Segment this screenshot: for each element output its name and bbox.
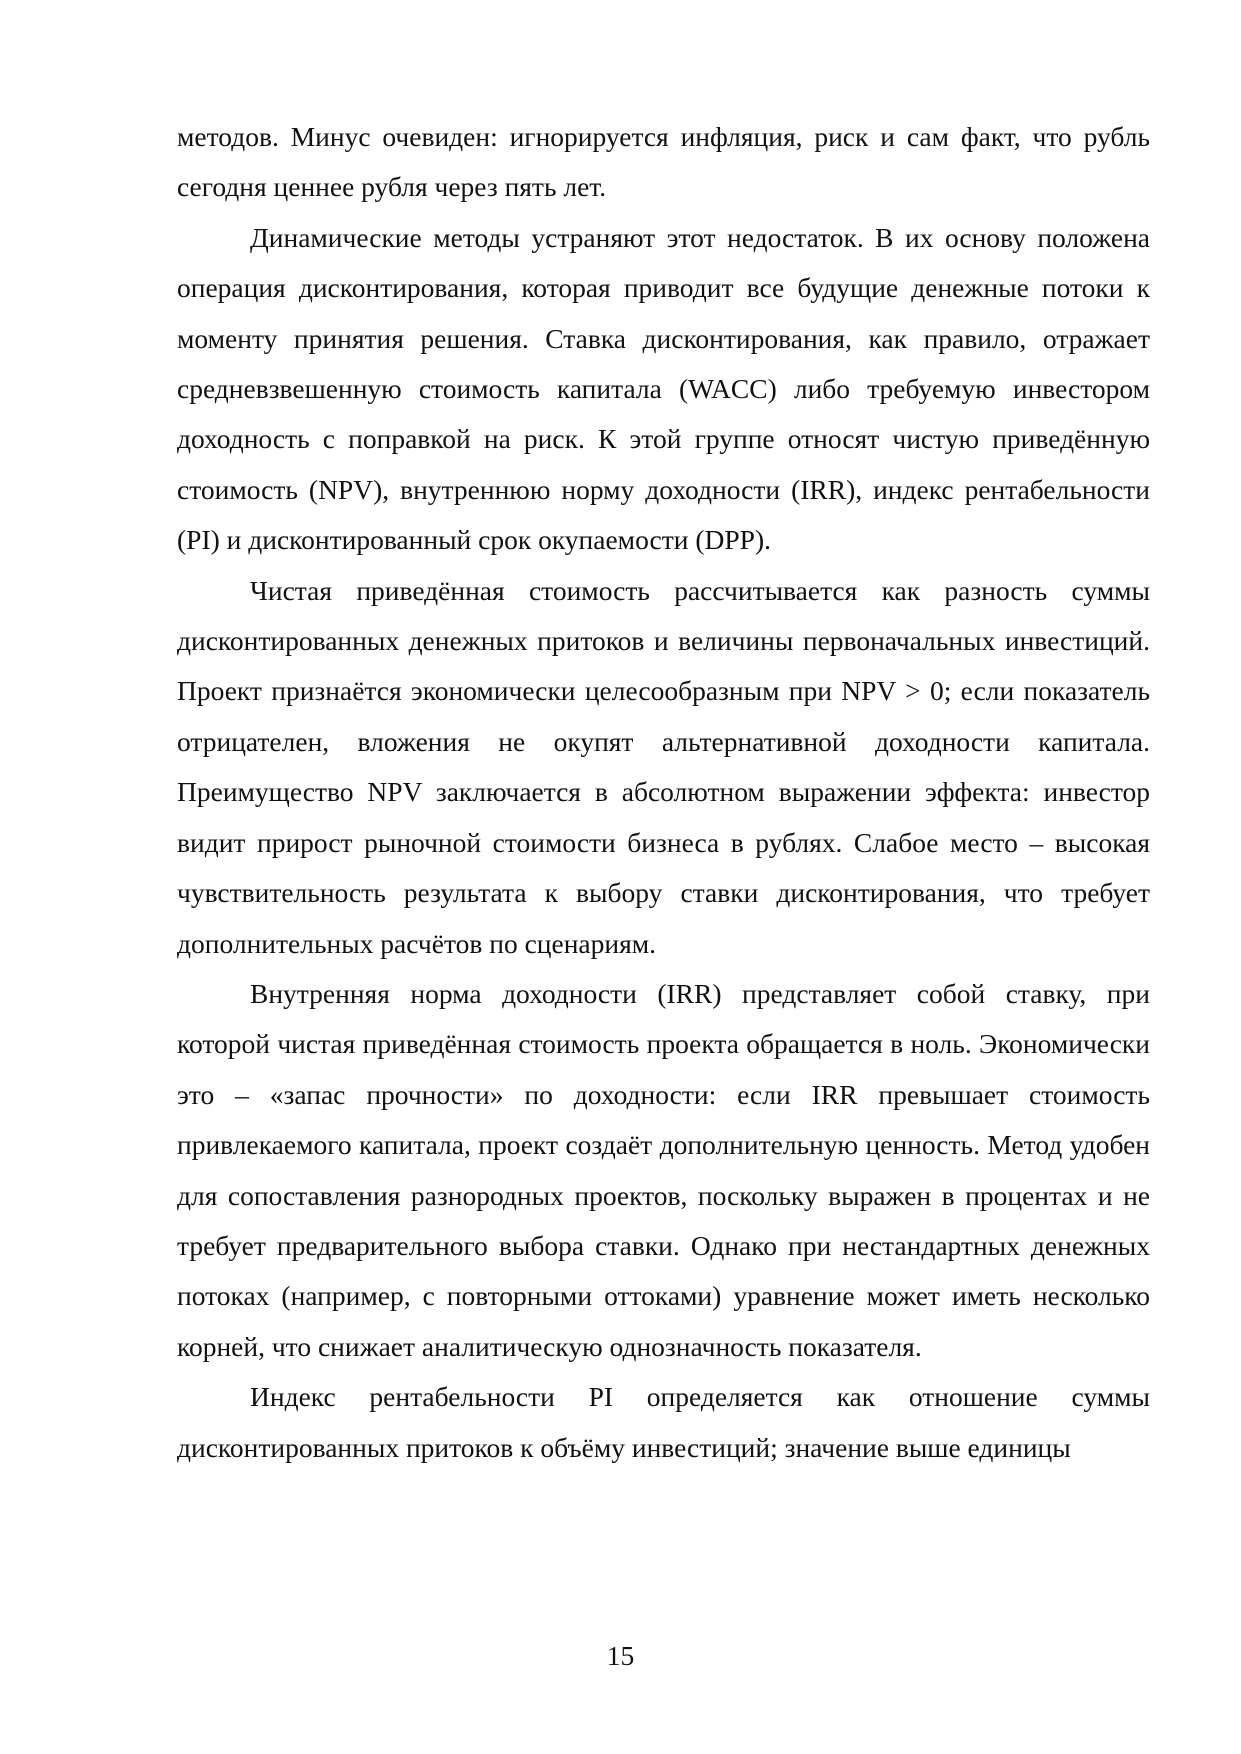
paragraph-npv: Чистая приведённая стоимость рассчитывается как разность суммы дисконтированных денежных притоков и величины первоначальных инвестиций. Проект признаётся экономически целесообразным при NPV > 0; если показатель отрицателен, вложения не окупят альтернативной доходности капитала. Преимущество NPV заключается в абсолютном выражении эффекта: инвестор видит прирост рыночной стоимости бизнеса в рублях. Слабое место – высокая чувствительность результата к выбору ставки дисконтирования, что требует дополнительных расчётов по сценариям. <box>177 574 1150 959</box>
paragraph-irr: Внутренняя норма доходности (IRR) представляет собой ставку, при которой чистая приведённая стоимость проекта обращается в ноль. Экономически это – «запас прочности» по доходности: если IRR превышает стоимость привлекаемого капитала, проект создаёт дополнительную ценность. Метод удобен для сопоставления разнородных проектов, поскольку выражен в процентах и не требует предварительного выбора ставки. Однако при нестандартных денежных потоках (например, с повторными оттоками) уравнение может иметь несколько корней, что снижает аналитическую однозначность показателя. <box>177 977 1150 1362</box>
paragraph-pi: Индекс рентабельности PI определяется как отношение суммы дисконтированных притоков к объёму инвестиций; значение выше единицы <box>177 1381 1150 1463</box>
page-number: 15 <box>606 1640 635 1671</box>
paragraph-dynamic-methods: Динамические методы устраняют этот недостаток. В их основу положена операция дисконтирования, которая приводит все будущие денежные потоки к моменту принятия решения. Ставка дисконтирования, как правило, отражает средневзвешенную стоимость капитала (WACC) либо требуемую инвестором доходность с поправкой на риск. К этой группе относят чистую приведённую стоимость (NPV), внутреннюю норму доходности (IRR), индекс рентабельности (PI) и дисконтированный срок окупаемости (DPP). <box>177 221 1150 556</box>
paragraph-continuation: методов. Минус очевиден: игнорируется инфляция, риск и сам факт, что рубль сегодня ценнее рубля через пять лет. <box>177 121 1150 203</box>
body-text <box>177 112 1150 1473</box>
